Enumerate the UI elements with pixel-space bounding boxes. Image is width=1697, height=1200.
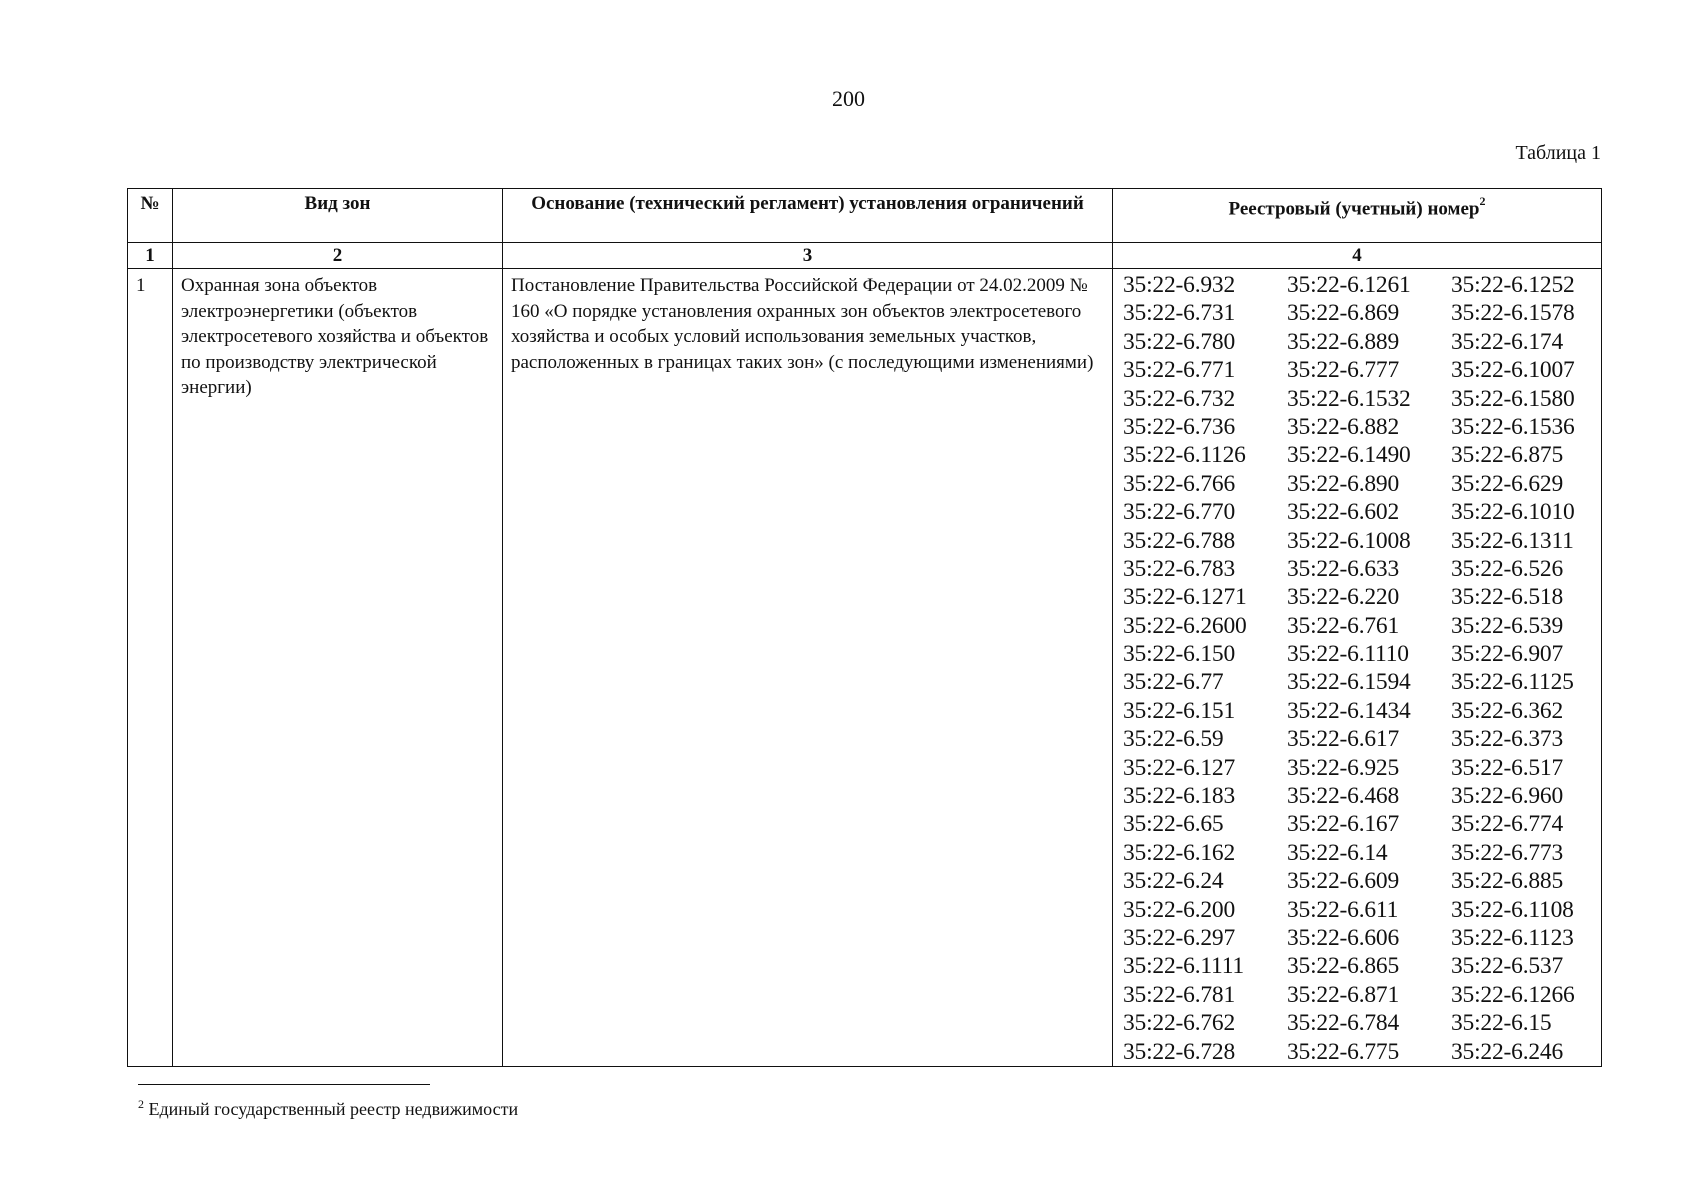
registry-number: 35:22-6.766: [1123, 470, 1236, 497]
registry-number: 35:22-6.960: [1451, 783, 1564, 810]
registry-number: 35:22-6.297: [1123, 924, 1236, 951]
registry-number: 35:22-6.167: [1287, 811, 1400, 838]
registry-number: 35:22-6.925: [1287, 754, 1400, 781]
footnote: [138, 1097, 518, 1120]
registry-number: 35:22-6.1252: [1451, 272, 1575, 298]
registry-number: 35:22-6.24: [1123, 868, 1224, 895]
footnote-mark: 2: [138, 1097, 144, 1111]
registry-numbers-grid: [1113, 269, 1601, 1066]
registry-number: 35:22-6.606: [1287, 924, 1400, 951]
registry-number: 35:22-6.771: [1123, 357, 1236, 384]
registry-number: 35:22-6.1578: [1451, 300, 1575, 327]
registry-number: 35:22-6.775: [1287, 1038, 1400, 1065]
registry-number: 35:22-6.1266: [1451, 981, 1575, 1008]
registry-number: 35:22-6.77: [1123, 669, 1224, 696]
registry-number: 35:22-6.777: [1287, 357, 1400, 384]
registry-number: 35:22-6.518: [1451, 584, 1564, 611]
registry-numbers-cell: [1113, 269, 1602, 1067]
registry-number: 35:22-6.890: [1287, 470, 1400, 497]
registry-number: 35:22-6.1311: [1451, 527, 1574, 554]
registry-number: 35:22-6.1108: [1451, 896, 1574, 923]
registry-number: 35:22-6.761: [1287, 612, 1400, 639]
footnote-divider: [138, 1084, 430, 1085]
registry-number: 35:22-6.633: [1287, 555, 1400, 582]
registry-number: 35:22-6.882: [1287, 413, 1400, 440]
registry-number: 35:22-6.1580: [1451, 385, 1575, 412]
registry-number: 35:22-6.889: [1287, 328, 1400, 355]
registry-number: 35:22-6.183: [1123, 783, 1236, 810]
registry-number: 35:22-6.617: [1287, 726, 1400, 753]
registry-number: 35:22-6.1007: [1451, 357, 1575, 384]
registry-number: 35:22-6.1434: [1287, 697, 1411, 724]
registry-number: 35:22-6.59: [1123, 726, 1224, 753]
registry-number: 35:22-6.869: [1287, 300, 1400, 327]
registry-number: 35:22-6.151: [1123, 697, 1236, 724]
registry-number: 35:22-6.246: [1451, 1038, 1564, 1065]
registry-number: 35:22-6.602: [1287, 499, 1400, 526]
registry-number: 35:22-6.373: [1451, 726, 1564, 753]
registry-number: 35:22-6.1123: [1451, 924, 1574, 951]
registry-number: 35:22-6.1126: [1123, 442, 1246, 469]
registry-number: 35:22-6.2600: [1123, 612, 1247, 639]
registry-number: 35:22-6.517: [1451, 754, 1564, 781]
header-footnote-mark: 2: [1479, 194, 1486, 208]
registry-number: 35:22-6.783: [1123, 555, 1236, 582]
registry-number: 35:22-6.1594: [1287, 669, 1411, 696]
registry-number: 35:22-6.609: [1287, 868, 1400, 895]
registry-number: 35:22-6.762: [1123, 1010, 1236, 1037]
row-number: 1: [128, 269, 173, 1067]
page-number: 200: [832, 86, 865, 111]
registry-number: 35:22-6.127: [1123, 754, 1236, 781]
registry-number: 35:22-6.885: [1451, 868, 1564, 895]
column-number: 3: [503, 243, 1113, 269]
registry-number: 35:22-6.780: [1123, 328, 1236, 355]
registry-number: 35:22-6.932: [1123, 272, 1236, 298]
registry-number: 35:22-6.362: [1451, 697, 1564, 724]
registry-number: 35:22-6.162: [1123, 839, 1236, 866]
registry-number: 35:22-6.907: [1451, 641, 1564, 668]
registry-number: 35:22-6.468: [1287, 783, 1400, 810]
registry-number: 35:22-6.865: [1287, 953, 1400, 980]
registry-number: 35:22-6.1110: [1287, 641, 1409, 668]
registry-number: 35:22-6.736: [1123, 413, 1236, 440]
registry-number: 35:22-6.14: [1287, 839, 1388, 866]
registry-number: 35:22-6.220: [1287, 584, 1400, 611]
registry-number: 35:22-6.770: [1123, 499, 1236, 526]
registry-number: 35:22-6.200: [1123, 896, 1236, 923]
registry-number: 35:22-6.781: [1123, 981, 1236, 1008]
table-row: [128, 269, 1602, 1067]
registry-number: 35:22-6.629: [1451, 470, 1564, 497]
registry-number: 35:22-6.728: [1123, 1038, 1236, 1065]
registry-number: 35:22-6.1532: [1287, 385, 1411, 412]
header-registry-label: Реестровый (учетный) номер: [1228, 198, 1480, 220]
registry-number: 35:22-6.1271: [1123, 584, 1247, 611]
column-number: 2: [173, 243, 503, 269]
registry-number: 35:22-6.1125: [1451, 669, 1574, 696]
registry-number: 35:22-6.611: [1287, 896, 1399, 923]
registry-number: 35:22-6.731: [1123, 300, 1236, 327]
registry-number: 35:22-6.871: [1287, 981, 1400, 1008]
registry-number: 35:22-6.537: [1451, 953, 1564, 980]
header-row: [128, 189, 1602, 243]
registry-number: 35:22-6.1010: [1451, 499, 1575, 526]
registry-number: 35:22-6.773: [1451, 839, 1564, 866]
registry-number: 35:22-6.174: [1451, 328, 1564, 355]
zone-type-cell: Охранная зона объектов электроэнергетики (объектов электросетевого хозяйства и объектов по производству электрической энергии): [173, 269, 503, 1067]
registry-number: 35:22-6.732: [1123, 385, 1236, 412]
registry-number: 35:22-6.65: [1123, 811, 1224, 838]
registry-number: 35:22-6.774: [1451, 811, 1564, 838]
header-num: №: [128, 189, 173, 243]
registry-number: 35:22-6.788: [1123, 527, 1236, 554]
registry-number: 35:22-6.1111: [1123, 953, 1244, 980]
registry-number: 35:22-6.1008: [1287, 527, 1411, 554]
footnote-text: Единый государственный реестр недвижимости: [148, 1099, 519, 1119]
header-registry: [1113, 189, 1602, 243]
registry-number: 35:22-6.150: [1123, 641, 1236, 668]
basis-cell: Постановление Правительства Российской Федерации от 24.02.2009 № 160 «О порядке установления охранных зон объектов электросетевого хозяйства и особых условий использования земельных участков, расположенных в границах таких зон» (с последующими изменениями): [503, 269, 1113, 1067]
table-caption: Таблица 1: [1515, 142, 1601, 164]
registry-number: 35:22-6.539: [1451, 612, 1564, 639]
registry-number: 35:22-6.1490: [1287, 442, 1411, 469]
column-number: 1: [128, 243, 173, 269]
registry-number: 35:22-6.15: [1451, 1010, 1552, 1037]
registry-number: 35:22-6.526: [1451, 555, 1564, 582]
column-number-row: [128, 243, 1602, 269]
registry-number: 35:22-6.875: [1451, 442, 1564, 469]
registry-number: 35:22-6.1261: [1287, 272, 1411, 298]
column-number: 4: [1113, 243, 1602, 269]
registry-table: [127, 188, 1602, 1067]
header-zone-type: Вид зон: [173, 189, 503, 243]
registry-number: 35:22-6.784: [1287, 1010, 1400, 1037]
header-basis: Основание (технический регламент) установления ограничений: [503, 189, 1113, 243]
registry-number: 35:22-6.1536: [1451, 413, 1575, 440]
